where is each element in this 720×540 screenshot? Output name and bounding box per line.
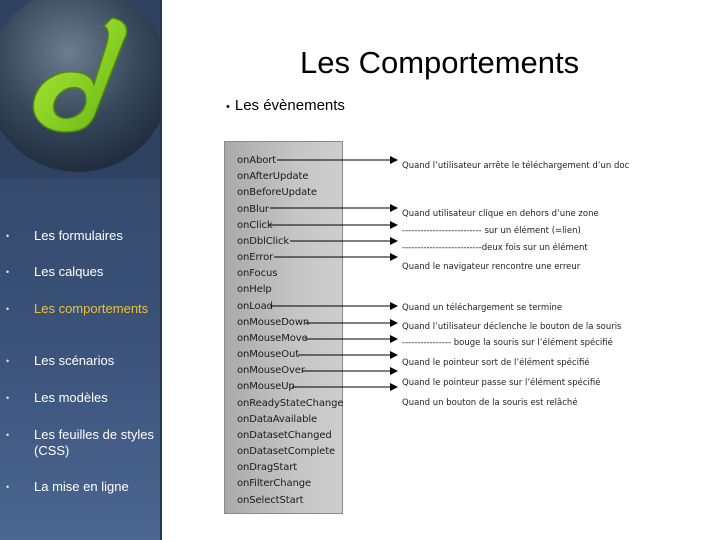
event-description: Quand le navigateur rencontre une erreur (402, 262, 581, 272)
event-item: onBeforeUpdate (237, 187, 317, 198)
bullet-icon: • (6, 231, 10, 241)
event-description: Quand l’utilisateur déclenche le bouton de la souris (402, 322, 622, 332)
sidebar-item-label: La mise en ligne (34, 479, 129, 494)
event-item: onDblClick (237, 236, 290, 247)
event-description: Quand un bouton de la souris est relâché (402, 398, 578, 408)
event-item: onDataAvailable (237, 414, 318, 425)
bullet-icon: • (6, 304, 10, 314)
sidebar-item-label: Les feuilles de styles (CSS) (34, 427, 154, 458)
event-item: onBlur (237, 204, 269, 215)
event-item: onMouseMove (237, 333, 308, 344)
subtitle-text: Les évènements (234, 97, 345, 114)
event-item: onReadyStateChange (237, 398, 344, 409)
bullet-icon: • (226, 101, 230, 113)
sidebar-item-label: Les scénarios (34, 353, 115, 368)
event-item: onMouseUp (237, 381, 295, 392)
event-item: onDatasetChanged (237, 430, 332, 441)
event-item: onMouseOut (237, 349, 300, 360)
bullet-icon: • (6, 430, 10, 440)
event-item: onSelectStart (237, 495, 304, 506)
event-item: onError (237, 252, 274, 263)
event-description: Quand un téléchargement se termine (402, 303, 563, 313)
event-item: onMouseOver (237, 365, 305, 376)
event-description: Quand le pointeur passe sur l’élément spécifié (402, 378, 601, 388)
event-item: onDatasetComplete (237, 446, 336, 457)
bullet-icon: • (6, 356, 10, 366)
event-description: Quand le pointeur sort de l’élément spécifié (402, 358, 590, 368)
bullet-icon: • (6, 267, 10, 277)
event-item: onFilterChange (237, 478, 312, 489)
event-description: --------------------------deux fois sur un élément (402, 243, 588, 253)
event-item: onClick (237, 220, 273, 231)
bullet-icon: • (6, 393, 10, 403)
event-description: Quand utilisateur clique en dehors d’une zone (402, 209, 599, 219)
event-description: Quand l’utilisateur arrête le téléchargement d’un doc (402, 161, 630, 171)
event-item: onMouseDown (237, 317, 310, 328)
sidebar-item-label: Les calques (34, 264, 104, 279)
event-item: onFocus (237, 268, 278, 279)
sidebar-item-label: Les formulaires (34, 228, 123, 243)
page-title: Les Comportements (300, 45, 580, 80)
event-description: ---------------- bouge la souris sur l’élément spécifié (402, 338, 613, 348)
event-item: onDragStart (237, 462, 298, 473)
sidebar-item-label: Les comportements (34, 301, 149, 316)
event-item: onAfterUpdate (237, 171, 309, 182)
event-item: onLoad (237, 301, 273, 312)
event-item: onHelp (237, 284, 272, 295)
bullet-icon: • (6, 482, 10, 492)
sidebar-item-label: Les modèles (34, 390, 108, 405)
event-description: -------------------------- sur un élément (=lien) (402, 226, 581, 236)
event-item: onAbort (237, 155, 277, 166)
